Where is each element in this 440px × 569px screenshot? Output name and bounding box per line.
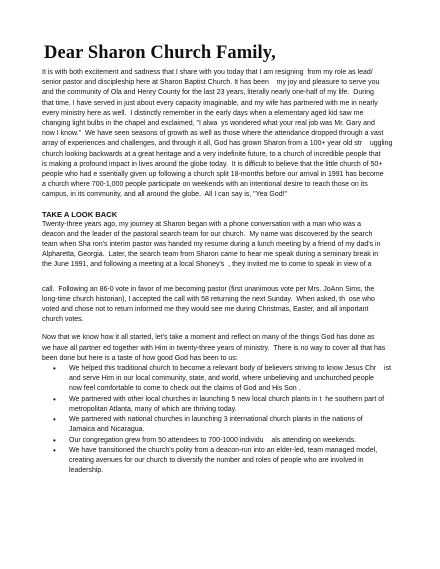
text-line: every ministry here as well. I distinctly remember in the early days when a elementary aged kid saw me: [42, 109, 364, 117]
text-line: church votes.: [42, 316, 84, 324]
text-line: leadership.: [69, 467, 104, 475]
text-line: array of experiences and challenges, and through it all, God has grown Sharon from a 100+ year old str uggling: [42, 140, 393, 148]
text-line: people who had e ssentially given up following a church split 18-months before our arrival in 1991 has become: [42, 171, 384, 179]
text-line: the June 1991, and following a meeting at a local Shoney's , they invited me to come to speak in view of a: [42, 261, 372, 269]
bullet-icon: •: [53, 394, 56, 404]
text-line: changing light bulbs in the chapel and exclaimed, "I alwa ys wondered what your real job was Mr. Gary and: [42, 120, 375, 128]
text-line: We have transitioned the church's polity from a deacon-run into an elder-led, team managed model,: [69, 446, 378, 454]
closing-paragraph: [42, 333, 396, 364]
text-line: campus, in its community, and all around the globe. All I can say is, "Yea God!": [42, 191, 288, 199]
text-line: call. Following an 86-0 vote in favor of me becoming pastor (first unanimous vote per Mrs. JoAnn Sims, the: [42, 285, 375, 293]
bullet-icon: •: [53, 364, 56, 374]
list-item: [42, 364, 396, 395]
bullet-icon: •: [53, 415, 56, 425]
text-line: now I know." We have seen seasons of growth as well as those where the attendance dropped through a vast: [42, 130, 384, 138]
text-line: long-time church historian), I accepted the call with 58 returning the next Sunday. When asked, th ose who: [42, 295, 375, 303]
section-heading: TAKE A LOOK BACK: [42, 209, 118, 219]
text-line: voted and chose not to return informed me they would see me during Christmas, Easter, and all important: [42, 306, 369, 314]
list-item: [42, 415, 396, 435]
text-line: and serve Him in our local community, state, and world, where unbelieving and unchurched people: [69, 375, 374, 383]
text-line: metropolitan Atlanta, many of which are thriving today.: [69, 405, 237, 413]
text-line: we have all partner ed together with Him in twenty-three years of ministry. There is no way to cover all that has: [42, 344, 386, 352]
spacer: [42, 201, 396, 209]
text-line: senior pastor and discipleship here at Sharon Baptist Church. It has been my joy and pleasure to serve you: [42, 79, 380, 87]
text-line: a church where 700-1,000 people participate on weekends with an intentional desire to reach those on its: [42, 181, 368, 189]
text-line: is making a profound impact in lives around the globe today. It is difficult to believe that the little church of 50+: [42, 160, 383, 168]
list-item: [42, 446, 396, 477]
list-item: [42, 436, 396, 446]
text-line: and the community of Ola and Henry County for the last 23 years, literally nearly one-half of my life. During: [42, 89, 374, 97]
text-line: team when Sha ron's interim pastor was handed my resume during a lunch meeting by a friend of my dad's in: [42, 241, 381, 249]
list-item: [42, 395, 396, 415]
accomplishment-list: [42, 364, 396, 476]
bullet-icon: •: [53, 445, 56, 455]
text-line: now feel comfortable to come to check out the claims of God and His Son .: [69, 385, 301, 393]
text-line: We partnered with national churches in launching 3 international church plants in the nations of: [69, 416, 363, 424]
text-line: Our congregation grew from 50 attendees to 700-1000 individu als attending on weekends.: [69, 436, 357, 444]
text-line: been done but here is a taste of how good God has been to us:: [42, 354, 238, 362]
spacer: [42, 271, 396, 285]
text-line: Jamaica and Nicaragua.: [69, 426, 145, 434]
text-line: church looking backwards at a great heritage and a very indefinite future, to a church of incredible people that: [42, 150, 381, 158]
intro-paragraph: [42, 68, 396, 201]
lookback-paragraph-1: [42, 220, 396, 271]
letter-title: Dear Sharon Church Family,: [44, 43, 276, 63]
spacer: [42, 325, 396, 333]
text-line: deacon and the leader of the pastoral search team for our church. My name was discovered by the search: [42, 230, 373, 238]
text-line: It is with both excitement and sadness that I share with you today that I am resigning from my role as lead/: [42, 69, 373, 76]
text-line: creating avenues for our church to diversify the number and roles of people who are involved in: [69, 456, 364, 464]
text-line: We partnered with other local churches in launching 5 new local church plants in t he southern part of: [69, 395, 385, 403]
lookback-paragraph-2: [42, 285, 396, 326]
text-line: that time, I have served in just about every capacity imaginable, and my wife has partnered with me in nearly: [42, 99, 378, 107]
bullet-icon: •: [53, 435, 56, 445]
text-line: Twenty-three years ago, my journey at Sharon began with a phone conversation with a man who was a: [42, 220, 362, 228]
text-line: Now that we know how it all started, let's take a moment and reflect on many of the things God has done as: [42, 334, 375, 342]
text-line: We helped this traditional church to become a relevant body of believers striving to know Jesus Chr ist: [69, 365, 392, 373]
text-line: Alpharetta, Georgia. Later, the search team from Sharon came to hear me speak during a seminary break in: [42, 251, 379, 259]
